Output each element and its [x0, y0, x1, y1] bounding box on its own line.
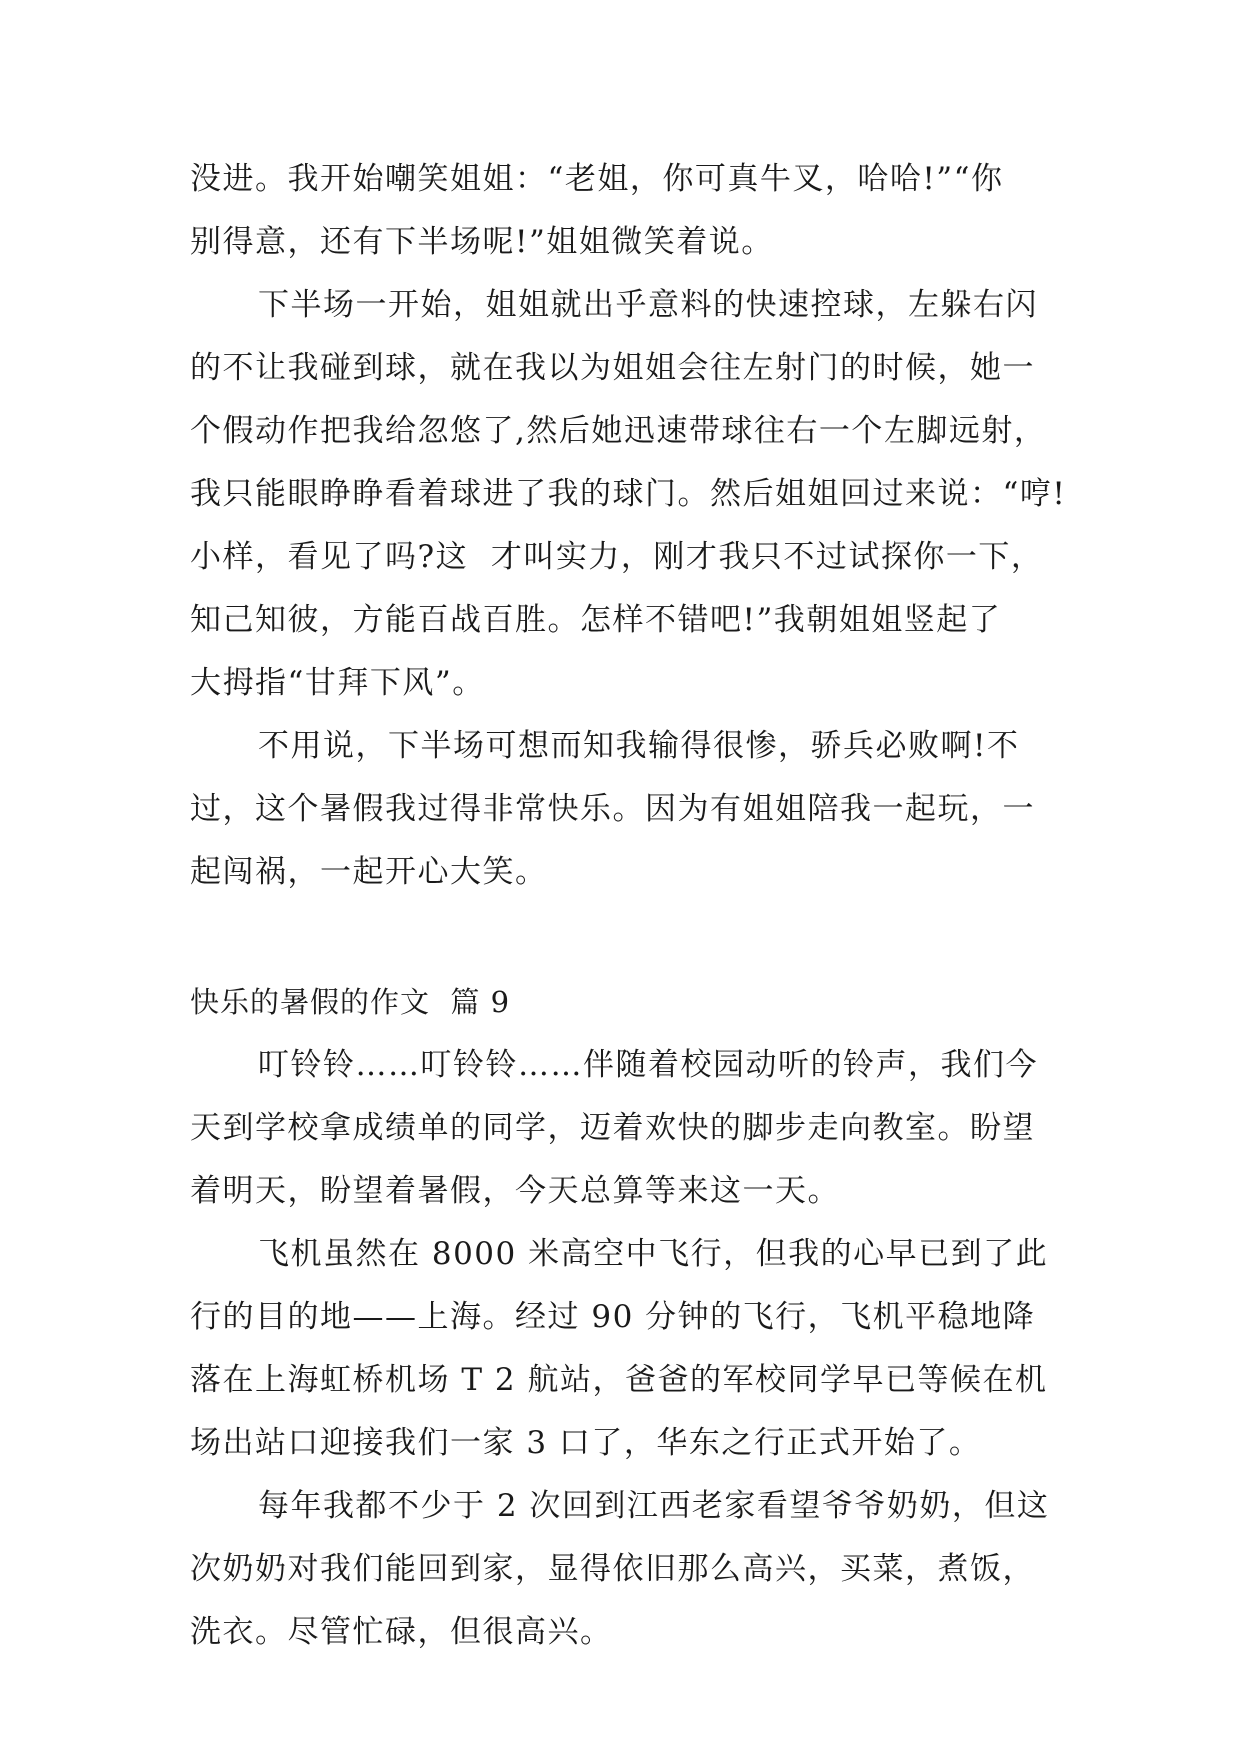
text-line: 小样，看见了吗?这 才叫实力，刚才我只不过试探你一下， [190, 539, 1044, 575]
text-line: 个假动作把我给忽悠了,然后她迅速带球往右一个左脚远射， [190, 413, 1047, 449]
text-line: 知己知彼，方能百战百胜。怎样不错吧!”我朝姐姐竖起了 [190, 602, 1002, 638]
text-line: 落在上海虹桥机场 T 2 航站，爸爸的军校同学早已等候在机 [190, 1362, 1048, 1398]
text-line: 每年我都不少于 2 次回到江西老家看望爷爷奶奶，但这 [258, 1488, 1050, 1524]
section-spacer [190, 904, 1070, 971]
text-line: 没进。我开始嘲笑姐姐：“老姐，你可真牛叉，哈哈!”“你 [190, 161, 1004, 197]
paragraph [190, 148, 1070, 274]
text-line: 场出站口迎接我们一家 3 口了，华东之行正式开始了。 [190, 1425, 982, 1461]
paragraph [190, 274, 1070, 715]
text-line: 的不让我碰到球，就在我以为姐姐会往左射门的时候，她一 [190, 350, 1035, 386]
text-line: 着明天，盼望着暑假，今天总算等来这一天。 [190, 1173, 840, 1209]
text-line: 下半场一开始，姐姐就出乎意料的快速控球，左躲右闪 [258, 287, 1038, 323]
text-line: 别得意，还有下半场呢!”姐姐微笑着说。 [190, 224, 774, 260]
text-line: 飞机虽然在 8000 米高空中飞行，但我的心早已到了此 [258, 1236, 1049, 1272]
section-heading: 快乐的暑假的作文 篇 9 [190, 985, 511, 1019]
text-line: 行的目的地——上海。经过 90 分钟的飞行，飞机平稳地降 [190, 1299, 1036, 1335]
text-line: 过，这个暑假我过得非常快乐。因为有姐姐陪我一起玩，一 [190, 791, 1035, 827]
text-line: 大拇指“甘拜下风”。 [190, 665, 485, 701]
text-line: 不用说，下半场可想而知我输得很惨，骄兵必败啊!不 [258, 728, 1020, 764]
paragraph [190, 1223, 1070, 1475]
paragraph [190, 715, 1070, 904]
text-line: 次奶奶对我们能回到家，显得依旧那么高兴，买菜，煮饭， [190, 1551, 1035, 1587]
text-line: 起闯祸，一起开心大笑。 [190, 854, 548, 890]
text-line: 我只能眼睁睁看着球进了我的球门。然后姐姐回过来说：“哼! [190, 476, 1067, 512]
paragraph [190, 1034, 1070, 1223]
text-line: 天到学校拿成绩单的同学，迈着欢快的脚步走向教室。盼望 [190, 1110, 1035, 1146]
document-page [190, 148, 1070, 1664]
paragraph [190, 1475, 1070, 1664]
text-line: 洗衣。尽管忙碌，但很高兴。 [190, 1614, 613, 1650]
text-line: 叮铃铃……叮铃铃……伴随着校园动听的铃声，我们今 [258, 1047, 1038, 1083]
